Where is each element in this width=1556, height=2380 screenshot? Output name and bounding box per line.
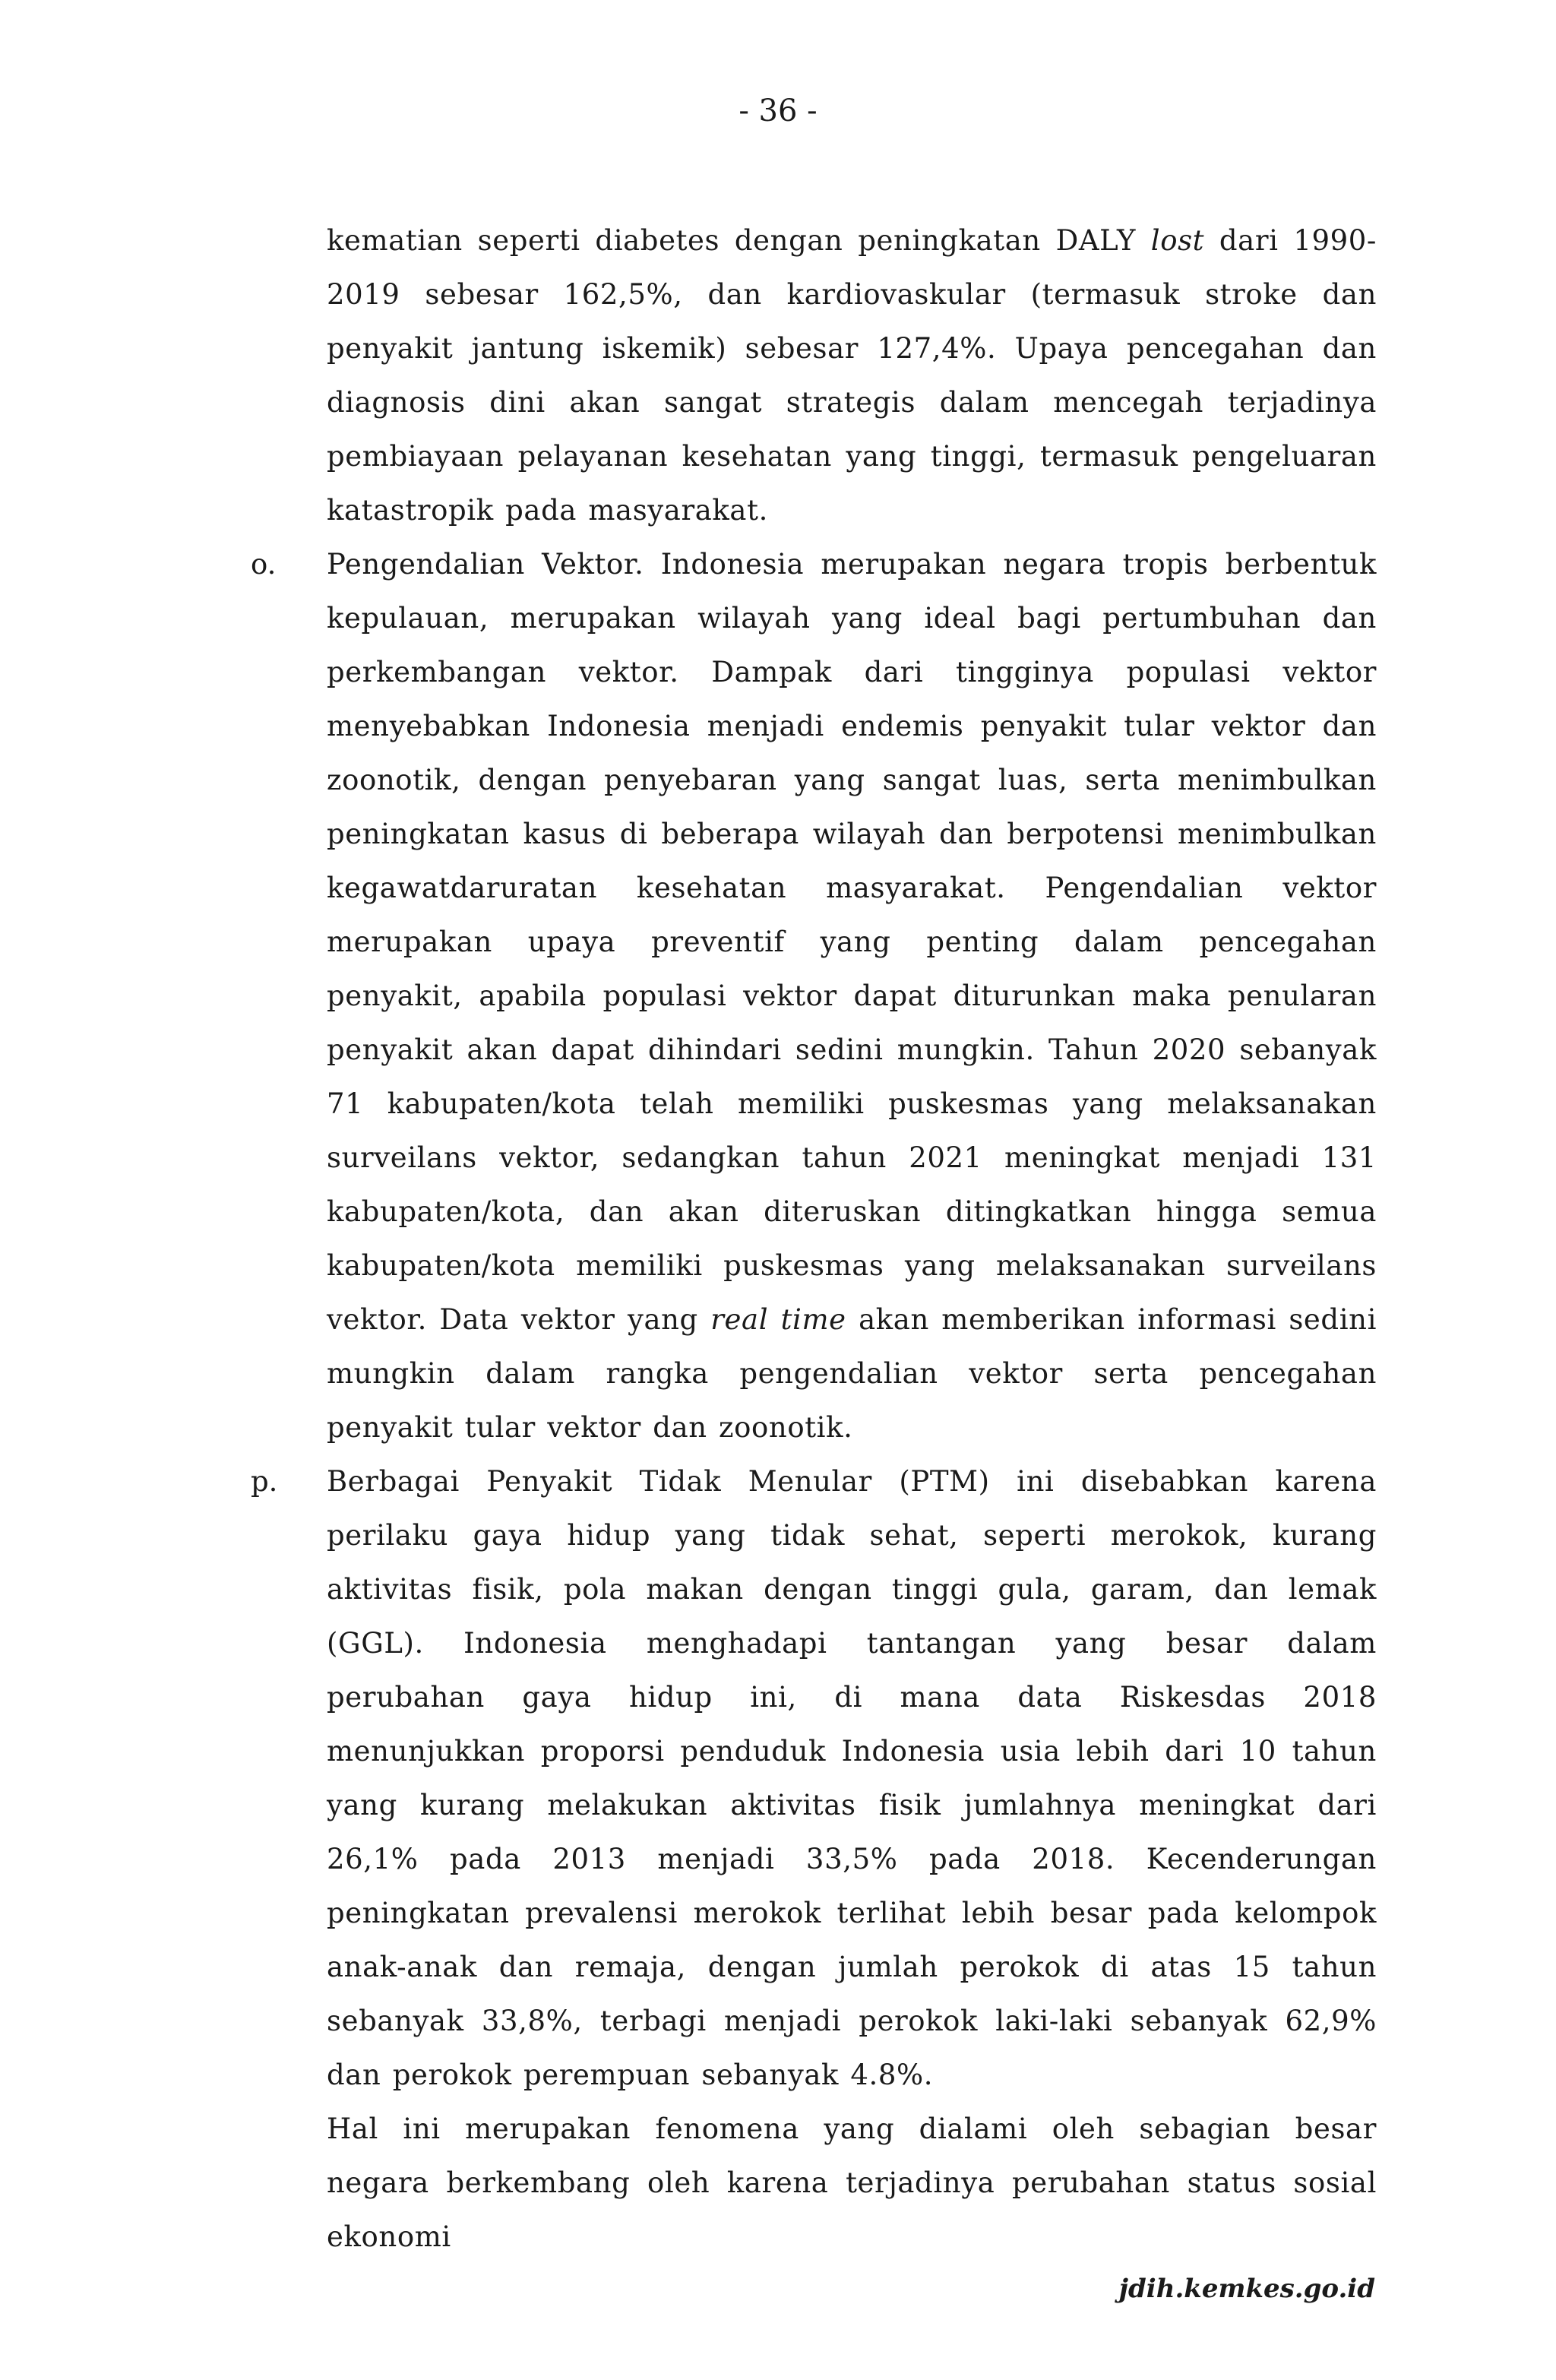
footer-source: jdih.kemkes.go.id <box>1118 2274 1375 2304</box>
paragraph-text: Hal ini merupakan fenomena yang dialami oleh sebagian besar negara berkembang oleh karena terjadinya perubahan status sosial ekonomi <box>327 2113 1377 2253</box>
paragraph-text: kematian seperti diabetes dengan peningkatan DALY <box>327 224 1151 257</box>
list-marker-o: o. <box>251 548 277 581</box>
list-item-o <box>0 537 1556 1454</box>
document-body <box>0 214 1556 2264</box>
page-number: - 36 - <box>738 93 818 128</box>
italic-term-real-time: real time <box>710 1303 846 1336</box>
paragraph-text: Pengendalian Vektor. Indonesia merupakan negara tropis berbentuk kepulauan, merupakan wilayah yang ideal bagi pertumbuhan dan perkembangan vektor. Dampak dari tingginya populasi vektor menyebabkan Indonesia menjadi endemis penyakit tular vektor dan zoonotik, dengan penyebaran yang sangat luas, serta menimbulkan peningkatan kasus di beberapa wilayah dan berpotensi menimbulkan kegawatdaruratan kesehatan masyarakat. Pengendalian vektor merupakan upaya preventif yang penting dalam pencegahan penyakit, apabila populasi vektor dapat diturunkan maka penularan penyakit akan dapat dihindari sedini mungkin. Tahun 2020 sebanyak 71 kabupaten/kota telah memiliki puskesmas yang melaksanakan surveilans vektor, sedangkan tahun 2021 meningkat menjadi 131 kabupaten/kota, dan akan diteruskan ditingkatkan hingga semua kabupaten/kota memiliki puskesmas yang melaksanakan surveilans vektor. Data vektor yang <box>327 548 1377 1336</box>
italic-term-lost: lost <box>1150 224 1205 257</box>
paragraph-text: dari 1990-2019 sebesar 162,5%, dan kardiovaskular (termasuk stroke dan penyakit jantung iskemik) sebesar 127,4%. Upaya pencegahan dan diagnosis dini akan sangat strategis dalam mencegah terjadinya pembiayaan pelayanan kesehatan yang tinggi, termasuk pengeluaran katastropik pada masyarakat. <box>327 224 1377 527</box>
paragraph-text: Berbagai Penyakit Tidak Menular (PTM) ini disebabkan karena perilaku gaya hidup yang tidak sehat, seperti merokok, kurang aktivitas fisik, pola makan dengan tinggi gula, garam, dan lemak (GGL). Indonesia menghadapi tantangan yang besar dalam perubahan gaya hidup ini, di mana data Riskesdas 2018 menunjukkan proporsi penduduk Indonesia usia lebih dari 10 tahun yang kurang melakukan aktivitas fisik jumlahnya meningkat dari 26,1% pada 2013 menjadi 33,5% pada 2018. Kecenderungan peningkatan prevalensi merokok terlihat lebih besar pada kelompok anak-anak dan remaja, dengan jumlah perokok di atas 15 tahun sebanyak 33,8%, terbagi menjadi perokok laki-laki sebanyak 62,9% dan perokok perempuan sebanyak 4.8%. <box>327 1465 1377 2091</box>
list-item-p <box>0 1454 1556 2102</box>
paragraph-p-continued <box>0 2102 1556 2264</box>
paragraph-continuation <box>0 214 1556 537</box>
list-marker-p: p. <box>251 1465 278 1498</box>
paragraph-text: akan memberikan informasi sedini mungkin dalam rangka pengendalian vektor serta pencegahan penyakit tular vektor dan zoonotik. <box>327 1303 1377 1444</box>
